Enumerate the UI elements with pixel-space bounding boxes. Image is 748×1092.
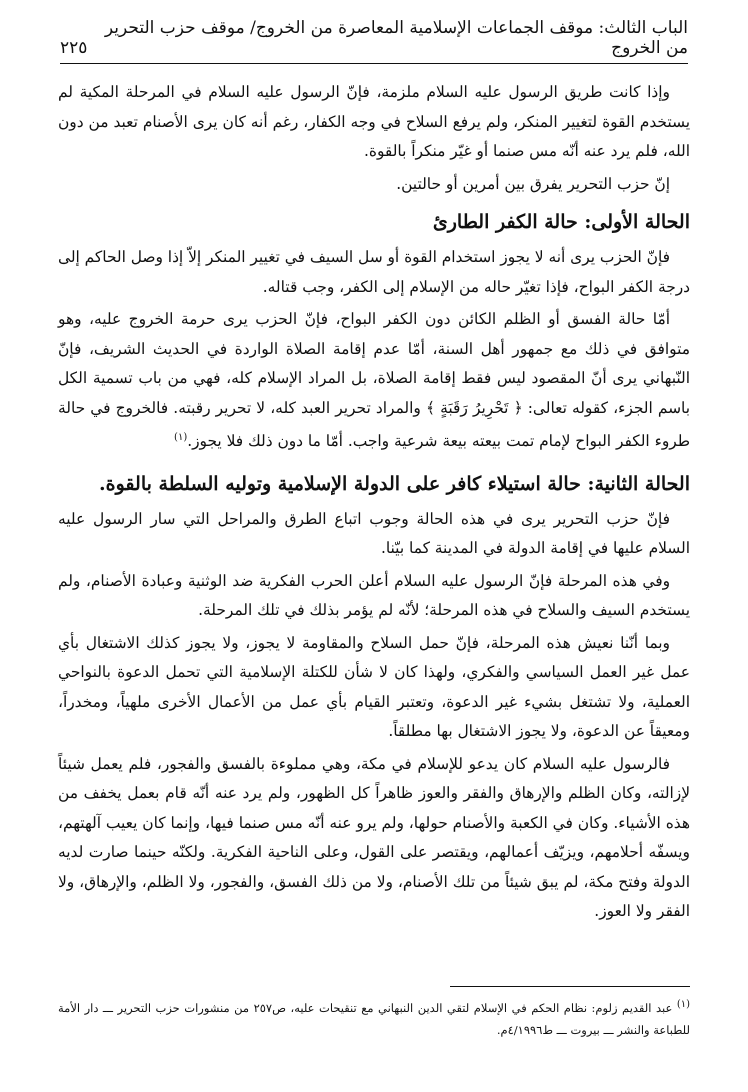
- header-rule: [60, 63, 688, 64]
- footnote-reference[interactable]: (١): [174, 432, 188, 443]
- paragraph: وفي هذه المرحلة فإنّ الرسول عليه السلام أعلن الحرب الفكرية ضد الوثنية وعبادة الأصنام، ولم يستخدم السيف والسلاح في هذه المرحلة؛ لأنّه لم يؤمر بذلك في تلك المرحلة.: [58, 571, 690, 620]
- paragraph: وبما أنّنا نعيش هذه المرحلة، فإنّ حمل السلاح والمقاومة لا يجوز، ولا يجوز كذلك الاشتغال بأي عمل غير العمل السياسي والفكري، ولهذا كان لا شأن للكتلة الإسلامية التي تحمل الدعوة بالنواحي العملية، ولا تشتغل بشيء غير الدعوة، وتعتبر القيام بأي عمل من الأعمال الأخرى ملهياً، ومخدراً، ومعيقاً عن الدعوة، ولا يجوز الاشتغال بها مطلقاً.: [58, 633, 690, 741]
- footnote-text: عبد القديم زلوم: نظام الحكم في الإسلام لتقي الدين النبهاني مع تنقيحات عليه، ص٢٥٧ من منشورات حزب التحرير ـــ دار الأمة للطباعة والنشر ـــ بيروت ـــ ط٤/١٩٩٦م.: [58, 1000, 690, 1037]
- page-number: ٢٢٥: [60, 38, 88, 58]
- section-heading: الحالة الأولى: حالة الكفر الطارئ: [432, 211, 690, 233]
- paragraph: فإنّ حزب التحرير يرى في هذه الحالة وجوب اتباع الطرق والمراحل التي سار الرسول عليه السلام عليها في إقامة الدولة في المدينة كما بيّنا.: [58, 509, 690, 558]
- paragraph: فالرسول عليه السلام كان يدعو للإسلام في مكة، وهي مملوءة بالفسق والفجور، فلم يعمل شيئاً لإزالته، وكان الظلم والإرهاق والفقر والعوز ظاهراً كل الظهور، ولم يرد عنه أنّه قام بعمل يخفف من هذه الأشياء. وكان في الكعبة والأصنام حولها، ولم يرو عنه أنّه مس صنما فيها، وإنما كان يعيب آلهتهم، ويسفّه أحلامهم، ويزيّف أعمالهم، ويقتصر على القول، وعلى الناحية الفكرية. ولكنّه حينما صارت لديه الدولة وفتح مكة، لم يبق شيئاً من تلك الأصنام، ولا من ذلك الفسق، والفجور، ولا الظلم، والإرهاق، ولا الفقر ولا العوز.: [58, 754, 690, 921]
- paragraph: إنّ حزب التحرير يفرق بين أمرين أو حالتين.: [396, 174, 670, 193]
- body-text: [58, 78, 690, 930]
- paragraph: وإذا كانت طريق الرسول عليه السلام ملزمة، فإنّ الرسول عليه السلام في المرحلة المكية لم يستخدم القوة لتغيير المنكر، ولم يرفع السلاح في وجه الكفار، رغم أنه كان يرى الأصنام تعبد من دون الله، فلم يرد عنه أنّه مس صنما أو غيّر منكراً بالقوة.: [58, 83, 690, 160]
- section-heading: الحالة الثانية: حالة استيلاء كافر على الدولة الإسلامية وتوليه السلطة بالقوة.: [99, 472, 690, 495]
- footnote: [58, 994, 690, 1041]
- chapter-title: الباب الثالث: موقف الجماعات الإسلامية المعاصرة من الخروج/ موقف حزب التحرير من الخروج: [104, 18, 688, 58]
- running-header: [60, 18, 688, 58]
- paragraph: فإنّ الحزب يرى أنه لا يجوز استخدام القوة أو سل السيف في تغيير المنكر إلاّ إذا وصل الحاكم إلى درجة الكفر البواح، فإذا تغيّر حاله من الإسلام إلى الكفر، وجب قتاله.: [58, 248, 690, 296]
- paragraph: [58, 305, 690, 457]
- footnote-rule: [450, 986, 690, 987]
- paragraph-text: أمّا حالة الفسق أو الظلم الكائن دون الكفر البواح، فإنّ الحزب يرى حرمة الخروج عليه، وهو متوافق في ذلك مع جمهور أهل السنة، أمّا عدم إقامة الصلاة الواردة في الحديث الشريف، فإنّ النّبهاني يرى أنّ المقصود ليس فقط إقامة الصلاة، بل المراد الإسلام كله، فهي من باب تسمية الكل باسم الجزء، كقوله تعالى: ﴿ تَحْرِيرُ رَقَبَةٍ ﴾ والمراد تحرير العبد كله، لا تحرير رقبته. فالخروج في حالة طروء الكفر البواح لإمام تمت بيعته بيعة شرعية واجب. أمّا ما دون ذلك فلا يجوز.: [58, 310, 690, 451]
- footnote-marker: (١): [676, 999, 690, 1010]
